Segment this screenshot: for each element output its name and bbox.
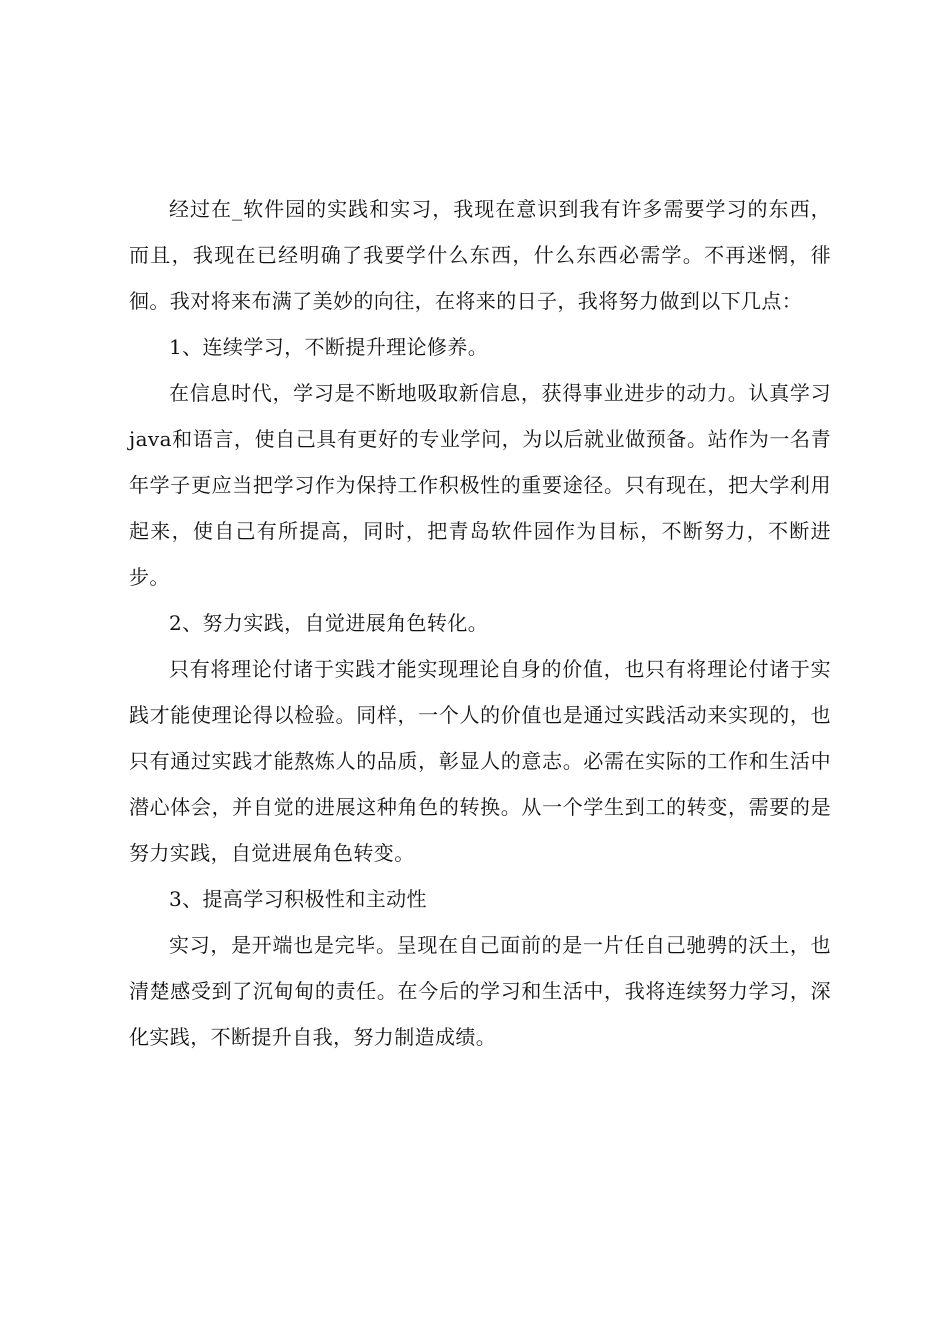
point-1-paragraph: 在信息时代，学习是不断地吸取新信息，获得事业进步的动力。认真学习 java和语言，使自己具有更好的专业学问，为以后就业做预备。站作为一名青年学子更应当把学习作为保持工作积极性的重要途径。只有现在，把大学利用起来，使自己有所提高，同时，把青岛软件园作为目标，不断努力，不断进步。 [129, 381, 831, 589]
point-1-heading: 1、连续学习，不断提升理论修养。 [169, 335, 489, 359]
intro-paragraph: 经过在_软件园的实践和实习，我现在意识到我有许多需要学习的东西，而且，我现在已经明确了我要学什么东西，什么东西必需学。不再迷惘，徘徊。我对将来布满了美妙的向往，在将来的日子，我将努力做到以下几点： [129, 197, 831, 313]
point-3-paragraph: 实习，是开端也是完毕。呈现在自己面前的是一片任自己驰骋的沃土，也清楚感受到了沉甸甸的责任。在今后的学习和生活中，我将连续努力学习，深化实践，不断提升自我，努力制造成绩。 [129, 933, 831, 1049]
point-2-paragraph: 只有将理论付诸于实践才能实现理论自身的价值，也只有将理论付诸于实践才能使理论得以检验。同样，一个人的价值也是通过实践活动来实现的，也只有通过实践才能熬炼人的品质，彰显人的意志。必需在实际的工作和生活中潜心体会，并自觉的进展这种角色的转换。从一个学生到工的转变，需要的是努力实践，自觉进展角色转变。 [129, 657, 831, 865]
document-body [129, 186, 831, 1060]
point-2-heading: 2、努力实践，自觉进展角色转化。 [169, 611, 489, 635]
point-3-heading: 3、提高学习积极性和主动性 [169, 887, 427, 911]
